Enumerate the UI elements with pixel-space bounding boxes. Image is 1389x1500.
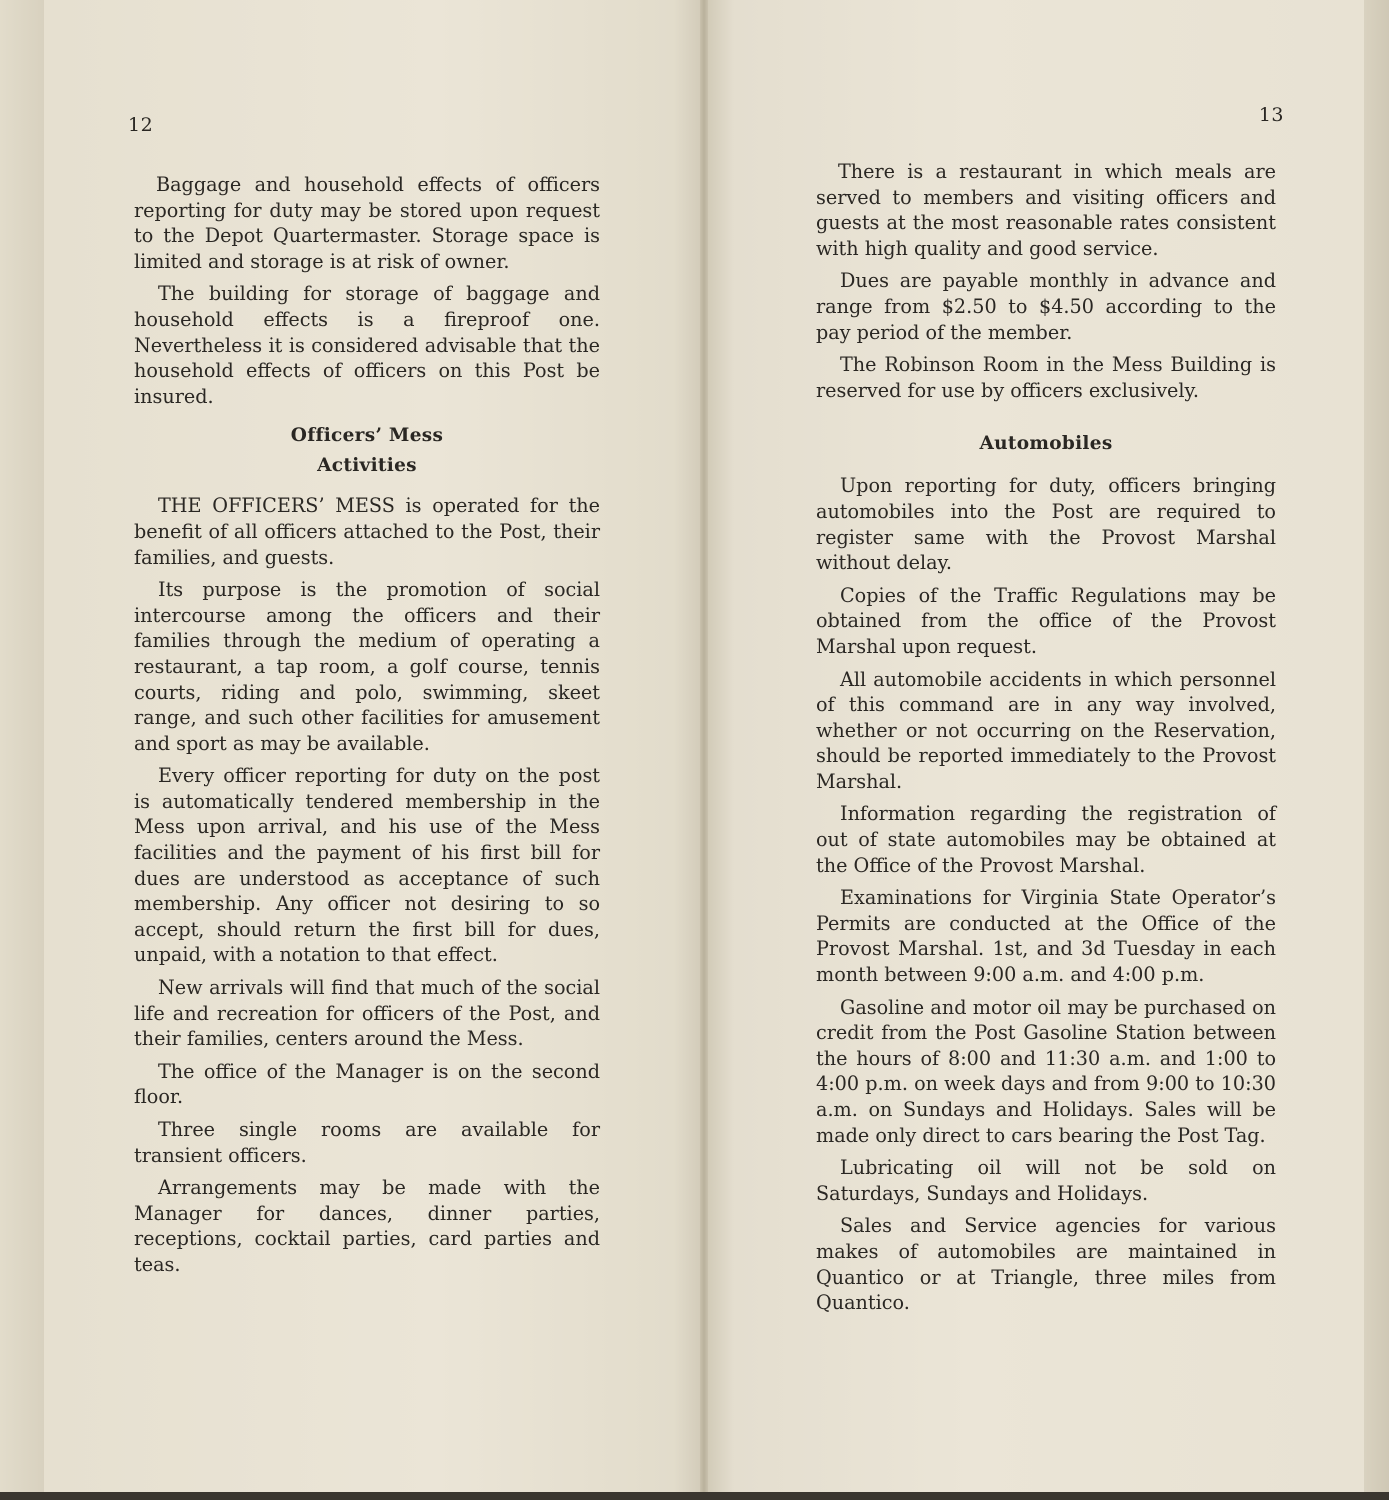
paragraph-mess-purpose: Its purpose is the promotion of social intercourse among the officers and their families through the medium of operating a restaurant, a tap room, a golf course, tennis courts, riding and polo, swimming, skeet range, and such other facilities for amusement and sport as may be available.	[134, 578, 600, 755]
paragraph-out-of-state: Information regarding the registration of out of state automobiles may be obtained at the Office of the Provost Marshal.	[816, 802, 1276, 877]
paragraph-restaurant: There is a restaurant in which meals are served to members and visiting officers and guests at the most reasonable rates consistent with high quality and good service.	[816, 160, 1276, 260]
heading-activities: Activities	[317, 455, 417, 477]
paragraph-sales-service: Sales and Service agencies for various makes of automobiles are maintained in Quantico or at Triangle, three miles from Quantico.	[816, 1214, 1276, 1315]
paragraph-new-arrivals: New arrivals will find that much of the social life and recreation for officers of the Post, and their families, centers around the Mess.	[134, 976, 600, 1051]
paragraph-traffic-regulations: Copies of the Traffic Regulations may be obtained from the office of the Provost Marshal upon request.	[816, 583, 1276, 658]
page-number-left: 12	[128, 114, 154, 136]
paragraph-manager-office: The office of the Manager is on the second floor.	[134, 1059, 600, 1109]
left-text-column	[134, 172, 600, 1285]
cover-bottom-edge	[0, 1492, 1389, 1500]
paragraph-single-rooms: Three single rooms are available for transient officers.	[134, 1118, 600, 1167]
paragraph-accidents: All automobile accidents in which personnel of this command are in any way involved, whether or not occurring on the Reservation, should be reported immediately to the Provost Marshal.	[816, 667, 1276, 793]
paragraph-dues: Dues are payable monthly in advance and range from $2.50 to $4.50 according to the pay period of the member.	[816, 269, 1276, 344]
paragraph-fireproof-building: The building for storage of baggage and household effects is a fireproof one. Nevertheless it is considered advisable that the household effects of officers on this Post be insured.	[134, 282, 600, 408]
page-edge-left	[0, 0, 44, 1500]
page-number-right: 13	[1258, 104, 1284, 126]
heading-automobiles: Automobiles	[979, 433, 1113, 455]
paragraph-robinson-room: The Robinson Room in the Mess Building is reserved for use by officers exclusively.	[816, 353, 1276, 402]
left-page	[44, 0, 700, 1494]
paragraph-lubricating-oil: Lubricating oil will not be sold on Saturdays, Sundays and Holidays.	[816, 1156, 1276, 1205]
paragraph-arrangements: Arrangements may be made with the Manager for dances, dinner parties, receptions, cocktail parties, card parties and teas.	[134, 1176, 600, 1276]
page-edge-right	[1364, 0, 1389, 1500]
paragraph-baggage-storage: Baggage and household effects of officers reporting for duty may be stored upon request to the Depot Quartermaster. Storage space is limited and storage is at risk of owner.	[134, 173, 600, 273]
book-gutter	[700, 0, 708, 1494]
paragraph-mess-operated: THE OFFICERS’ MESS is operated for the benefit of all officers attached to the Post, their families, and guests.	[134, 494, 600, 569]
paragraph-gasoline: Gasoline and motor oil may be purchased on credit from the Post Gasoline Station between the hours of 8:00 and 11:30 a.m. and 1:00 to 4:00 p.m. on week days and from 9:00 to 10:30 a.m. on Sundays and Holidays. Sales will be made only direct to cars bearing the Post Tag.	[816, 995, 1276, 1147]
paragraph-register-automobiles: Upon reporting for duty, officers bringing automobiles into the Post are required to register same with the Provost Marshal without delay.	[816, 474, 1276, 575]
right-page	[708, 0, 1364, 1494]
heading-officers-mess: Officers’ Mess	[290, 425, 444, 447]
paragraph-mess-membership: Every officer reporting for duty on the post is automatically tendered membership in the Mess upon arrival, and his use of the Mess facilities and the payment of his first bill for dues are understood as acceptance of such membership. Any officer not desiring to so accept, should return the first bill for dues, unpaid, with a notation to that effect.	[134, 764, 600, 967]
right-text-column	[816, 159, 1276, 1323]
paragraph-operator-permits: Examinations for Virginia State Operator’s Permits are conducted at the Office of the Provost Marshal. 1st, and 3d Tuesday in each month between 9:00 a.m. and 4:00 p.m.	[816, 886, 1276, 987]
